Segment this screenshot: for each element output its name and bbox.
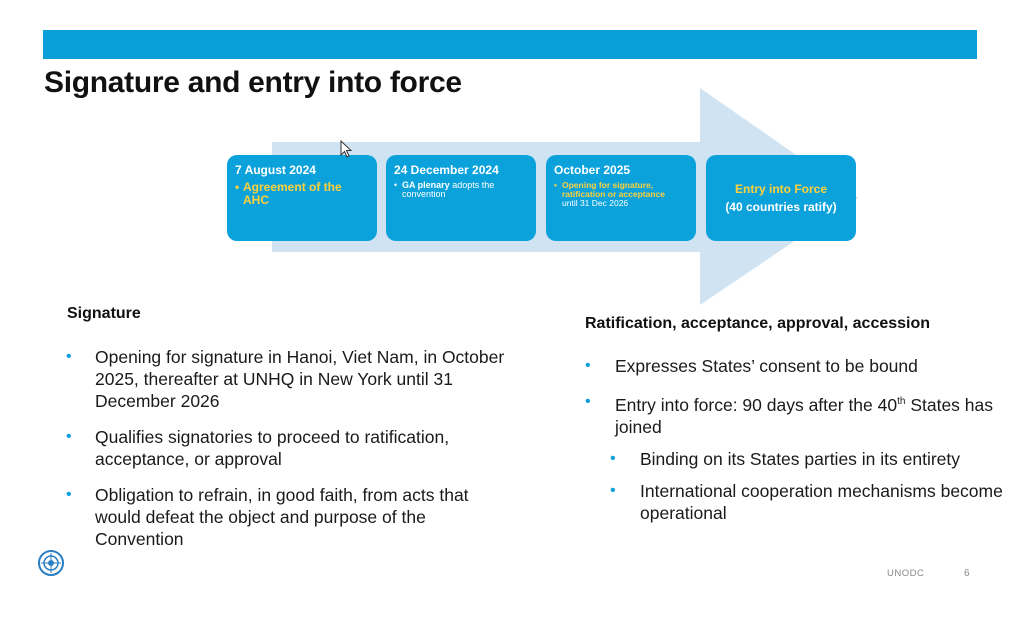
timeline-date: 24 December 2024 — [394, 163, 499, 177]
list-item-text-rest: States has joined — [615, 394, 994, 437]
signature-heading: Signature — [67, 305, 141, 322]
list-sub-item: • Binding on its States parties in its entirety — [610, 448, 1015, 470]
timeline-bullet-bold: GA plenary — [402, 180, 450, 190]
ratification-heading: Ratification, acceptance, approval, accession — [585, 315, 931, 332]
timeline-bullet — [554, 181, 688, 208]
list-item: • Opening for signature in Hanoi, Viet Nam, in October 2025, thereafter at UNHQ in New York until 31 December 2026 — [66, 346, 516, 412]
timeline-box-adoption — [386, 155, 536, 241]
un-emblem-icon — [38, 550, 64, 576]
timeline-entry-title: Entry into Force — [734, 182, 827, 196]
timeline-bullet-text: Opening for signature, ratification or acceptance — [562, 180, 665, 199]
footer-organization: UNODC — [887, 568, 925, 579]
timeline-box-entry-into-force — [706, 155, 856, 241]
page-number: 6 — [964, 568, 970, 579]
list-item: • Qualifies signatories to proceed to ratification, acceptance, or approval — [66, 426, 516, 470]
list-item: • Obligation to refrain, in good faith, from acts that would defeat the object and purpose of the Convention — [66, 484, 516, 550]
timeline-bullet-sub: until 31 Dec 2026 — [562, 197, 629, 208]
timeline-bullet — [394, 181, 528, 200]
mouse-pointer-icon — [340, 140, 354, 160]
list-item-superscript: th — [897, 396, 906, 407]
timeline-date: 7 August 2024 — [235, 163, 316, 177]
list-item-text: Entry into force: 90 days after the 40 — [615, 394, 898, 415]
slide-title: Signature and entry into force — [44, 66, 462, 99]
timeline-date: October 2025 — [554, 163, 631, 177]
list-item — [585, 391, 1015, 438]
timeline-box-opening — [546, 155, 696, 241]
timeline-bullet: • Agreement of the AHC — [235, 181, 369, 206]
timeline-bullet-rest: adopts the convention — [402, 180, 495, 200]
signature-list — [66, 346, 516, 564]
timeline-box-agreement — [227, 155, 377, 241]
list-sub-item: • International cooperation mechanisms become operational — [610, 480, 1015, 524]
timeline-entry-subtitle: (40 countries ratify) — [725, 200, 837, 214]
ratification-list — [585, 355, 1015, 534]
list-item: • Expresses States’ consent to be bound — [585, 355, 1015, 377]
